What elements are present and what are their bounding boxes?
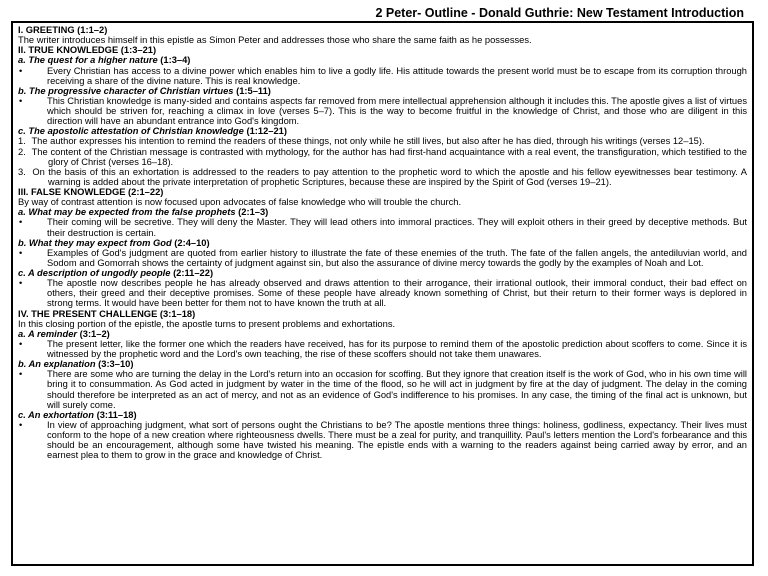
subsection-heading xyxy=(18,86,747,96)
subsection-heading xyxy=(18,359,747,369)
point-number: 2. xyxy=(18,146,26,157)
subsection-title: c. A description of ungodly people xyxy=(18,268,171,278)
subsection-title: c. The apostolic attestation of Christian knowledge xyxy=(18,126,244,137)
subsection-reference: (3:1–2) xyxy=(79,328,110,339)
numbered-point xyxy=(18,136,747,146)
section-heading: II. TRUE KNOWLEDGE (1:3–21) xyxy=(18,45,157,56)
section-intro: By way of contrast attention is now focused upon advocates of false knowledge who will trouble the church. xyxy=(18,197,462,208)
subsection-reference: (1:5–11) xyxy=(236,85,271,96)
outline-frame xyxy=(11,21,754,566)
subsection-title: a. A reminder xyxy=(18,328,78,339)
point-number: 1. xyxy=(18,136,26,147)
bullet-point: • The present letter, like the former one which the readers have received, has for its purpose to remind them of the apostolic prediction about scoffers to come. Since it is witnessed by the prophetic word and the Lord's own teaching, the rise of these scoffers should not take them unawares. xyxy=(18,339,747,359)
point-number: 3. xyxy=(18,166,26,177)
subsection-reference: (1:3–4) xyxy=(160,55,191,66)
subsection-title: a. What may be expected from the false prophets xyxy=(18,207,236,218)
subsection-reference: (2:11–22) xyxy=(173,268,214,278)
section-false-knowledge xyxy=(18,187,747,309)
section-greeting xyxy=(18,25,747,45)
section-intro: The writer introduces himself in this epistle as Simon Peter and addresses those who share the same faith as he possesses. xyxy=(18,35,532,46)
section-heading: IV. THE PRESENT CHALLENGE (3:1–18) xyxy=(18,308,196,319)
subsection-title: a. The quest for a higher nature xyxy=(18,55,158,66)
bullet-point: • The apostle now describes people he has already observed and draws attention to their arrogance, their irrational outlook, their immoral conduct, their bad effect on others, their greed and their deceptive promises. Some of these people have already known something of Christ, but their return to their former ways is deplored in strong terms. It would have been better for them not to have known the truth at all. xyxy=(18,278,747,308)
bullet-point: • In view of approaching judgment, what sort of persons ought the Christians to be? The apostle mentions three things: holiness, godliness, expectancy. Their lives must conform to the hope of a new creation where righteousness dwells. There must be a zeal for purity, and tranquillity. Paul's letters mention the Lord's forbearance and this should be an encouragement, although some have twisted his meaning. The epistle ends with a warning to the readers against being carried away by error, and an earnest plea to them to grow in the grace and knowledge of Christ. xyxy=(18,420,747,461)
document-title: 2 Peter- Outline - Donald Guthrie: New Testament Introduction xyxy=(375,6,744,20)
section-present-challenge xyxy=(18,309,747,461)
numbered-point xyxy=(18,147,747,167)
subsection-title: c. An exhortation xyxy=(18,409,94,420)
numbered-point xyxy=(18,167,747,187)
subsection-heading xyxy=(18,329,747,339)
section-true-knowledge xyxy=(18,45,747,187)
subsection-reference: (1:12–21) xyxy=(246,126,287,137)
subsection-reference: (3:3–10) xyxy=(98,359,134,370)
subsection-heading xyxy=(18,238,747,248)
point-text: On the basis of this an exhortation is addressed to the readers to pay attention to the prophetic word to which the apostle and his fellow eyewitnesses bear testimony. A warning is added about the private interpretation of prophetic Scriptures, because these are inspired by the Spirit of God (verses 19–21). xyxy=(32,166,747,187)
subsection-reference: (2:4–10) xyxy=(174,237,210,248)
subsection-reference: (2:1–3) xyxy=(238,207,269,218)
subsection-title: b. The progressive character of Christian virtues xyxy=(18,85,234,96)
bullet-point: • There are some who are turning the delay in the Lord's return into an occasion for scoffing. But they ignore that creation itself is the work of God, who in his own time will bring it to consummation. As God acted in judgment by water in the time of the flood, so he will act in judgment by fire at the day of judgment. The delay in the coming should therefore be interpreted as an act of mercy, and not as an evidence of God's indifference to his promises. In any case, the timing of the final act is unknown, but will surely come. xyxy=(18,369,747,410)
subsection-heading xyxy=(18,55,747,65)
bullet-point: • Their coming will be secretive. They will deny the Master. They will lead others into immoral practices. They will exploit others in their greed by deceptive methods. But their destruction is certain. xyxy=(18,217,747,237)
bullet-point: • Every Christian has access to a divine power which enables him to live a godly life. His attitude towards the present world must be to escape from its corruption through receiving a share of the divine nature. This is real knowledge. xyxy=(18,66,747,86)
bullet-point: • This Christian knowledge is many-sided and contains aspects far removed from mere intellectual apprehension although it includes this. The apostle gives a list of virtues which should be striven for, reaching a climax in love (verses 5–7). This is the way to become fruitful in the knowledge of Christ, and those who are diligent in this direction will have an abundant entrance into God's kingdom. xyxy=(18,96,747,126)
bullet-point: • Examples of God's judgment are quoted from earlier history to illustrate the fate of these enemies of the truth. The fate of the fallen angels, the antediluvian world, and Sodom and Gomorrah shows the certainty of judgment against sin, but also the assurance of divine mercy towards the godly by the examples of Noah and Lot. xyxy=(18,248,747,268)
section-intro: In this closing portion of the epistle, the apostle turns to present problems and exhortations. xyxy=(18,318,396,329)
subsection-title: b. What they may expect from God xyxy=(18,237,172,248)
point-text: The content of the Christian message is contrasted with mythology, for the author has had first-hand acquaintance with a real event, the transfiguration, which testified to the glory of Christ (verses 16–18). xyxy=(31,146,747,167)
point-text: The author expresses his intention to remind the readers of these things, not only while he still lives, but also after he has died, through his writings (verses 12–15). xyxy=(31,136,705,147)
subsection-heading xyxy=(18,410,747,420)
subsection-reference: (3:11–18) xyxy=(96,409,137,420)
subsection-heading xyxy=(18,207,747,217)
section-heading: I. GREETING (1:1–2) xyxy=(18,25,108,35)
section-heading: III. FALSE KNOWLEDGE (2:1–22) xyxy=(18,187,164,197)
subsection-heading xyxy=(18,268,747,278)
subsection-heading xyxy=(18,126,747,136)
subsection-title: b. An explanation xyxy=(18,359,96,370)
